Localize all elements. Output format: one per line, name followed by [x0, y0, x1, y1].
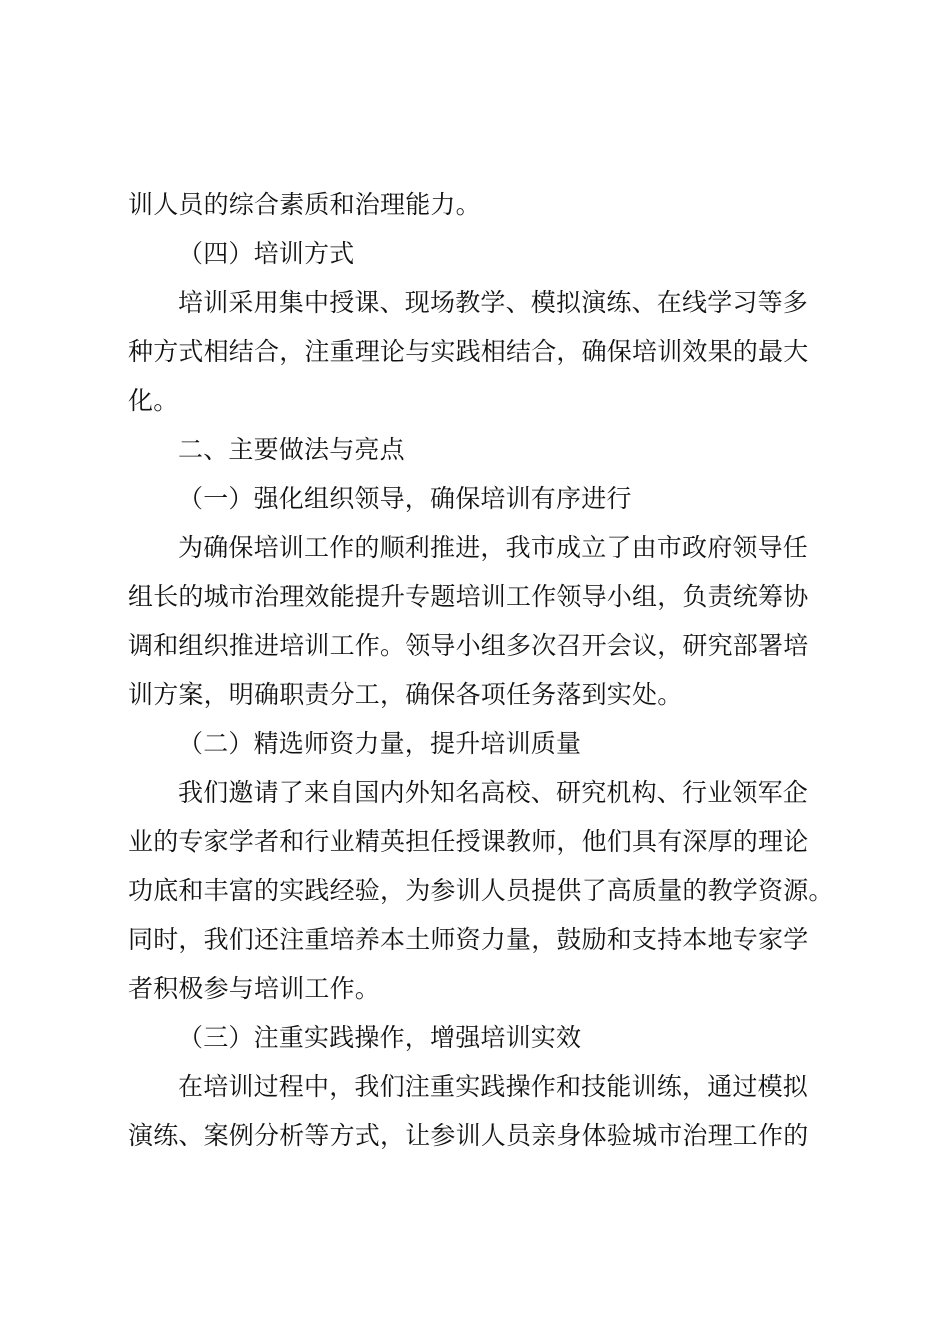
- paragraph-line: 演练、案例分析等方式，让参训人员亲身体验城市治理工作的: [128, 1121, 809, 1150]
- chapter-heading: 二、主要做法与亮点: [178, 435, 405, 464]
- paragraph-line: 种方式相结合，注重理论与实践相结合，确保培训效果的最大: [128, 337, 809, 366]
- section-heading: （三）注重实践操作，增强培训实效: [178, 1023, 582, 1052]
- section-heading: （二）精选师资力量，提升培训质量: [178, 729, 582, 758]
- paragraph-line: 培训采用集中授课、现场教学、模拟演练、在线学习等多: [178, 288, 809, 317]
- paragraph-line: 者积极参与培训工作。: [128, 974, 381, 1003]
- paragraph-line: 化。: [128, 386, 179, 415]
- section-heading: （四）培训方式: [178, 239, 355, 268]
- section-heading: （一）强化组织领导，确保培训有序进行: [178, 484, 632, 513]
- paragraph-line: 业的专家学者和行业精英担任授课教师，他们具有深厚的理论: [128, 827, 809, 856]
- paragraph-line: 调和组织推进培训工作。领导小组多次召开会议，研究部署培: [128, 631, 809, 660]
- paragraph-line: 同时，我们还注重培养本土师资力量，鼓励和支持本地专家学: [128, 925, 809, 954]
- paragraph-line: 训方案，明确职责分工，确保各项任务落到实处。: [128, 680, 683, 709]
- paragraph-line: 为确保培训工作的顺利推进，我市成立了由市政府领导任: [178, 533, 809, 562]
- paragraph-line: 我们邀请了来自国内外知名高校、研究机构、行业领军企: [178, 778, 809, 807]
- paragraph-line: 组长的城市治理效能提升专题培训工作领导小组，负责统筹协: [128, 582, 809, 611]
- paragraph-line: 功底和丰富的实践经验，为参训人员提供了高质量的教学资源。: [128, 876, 834, 905]
- paragraph-line: 在培训过程中，我们注重实践操作和技能训练，通过模拟: [178, 1072, 809, 1101]
- paragraph-line: 训人员的综合素质和治理能力。: [128, 190, 481, 219]
- document-body: [128, 180, 838, 1160]
